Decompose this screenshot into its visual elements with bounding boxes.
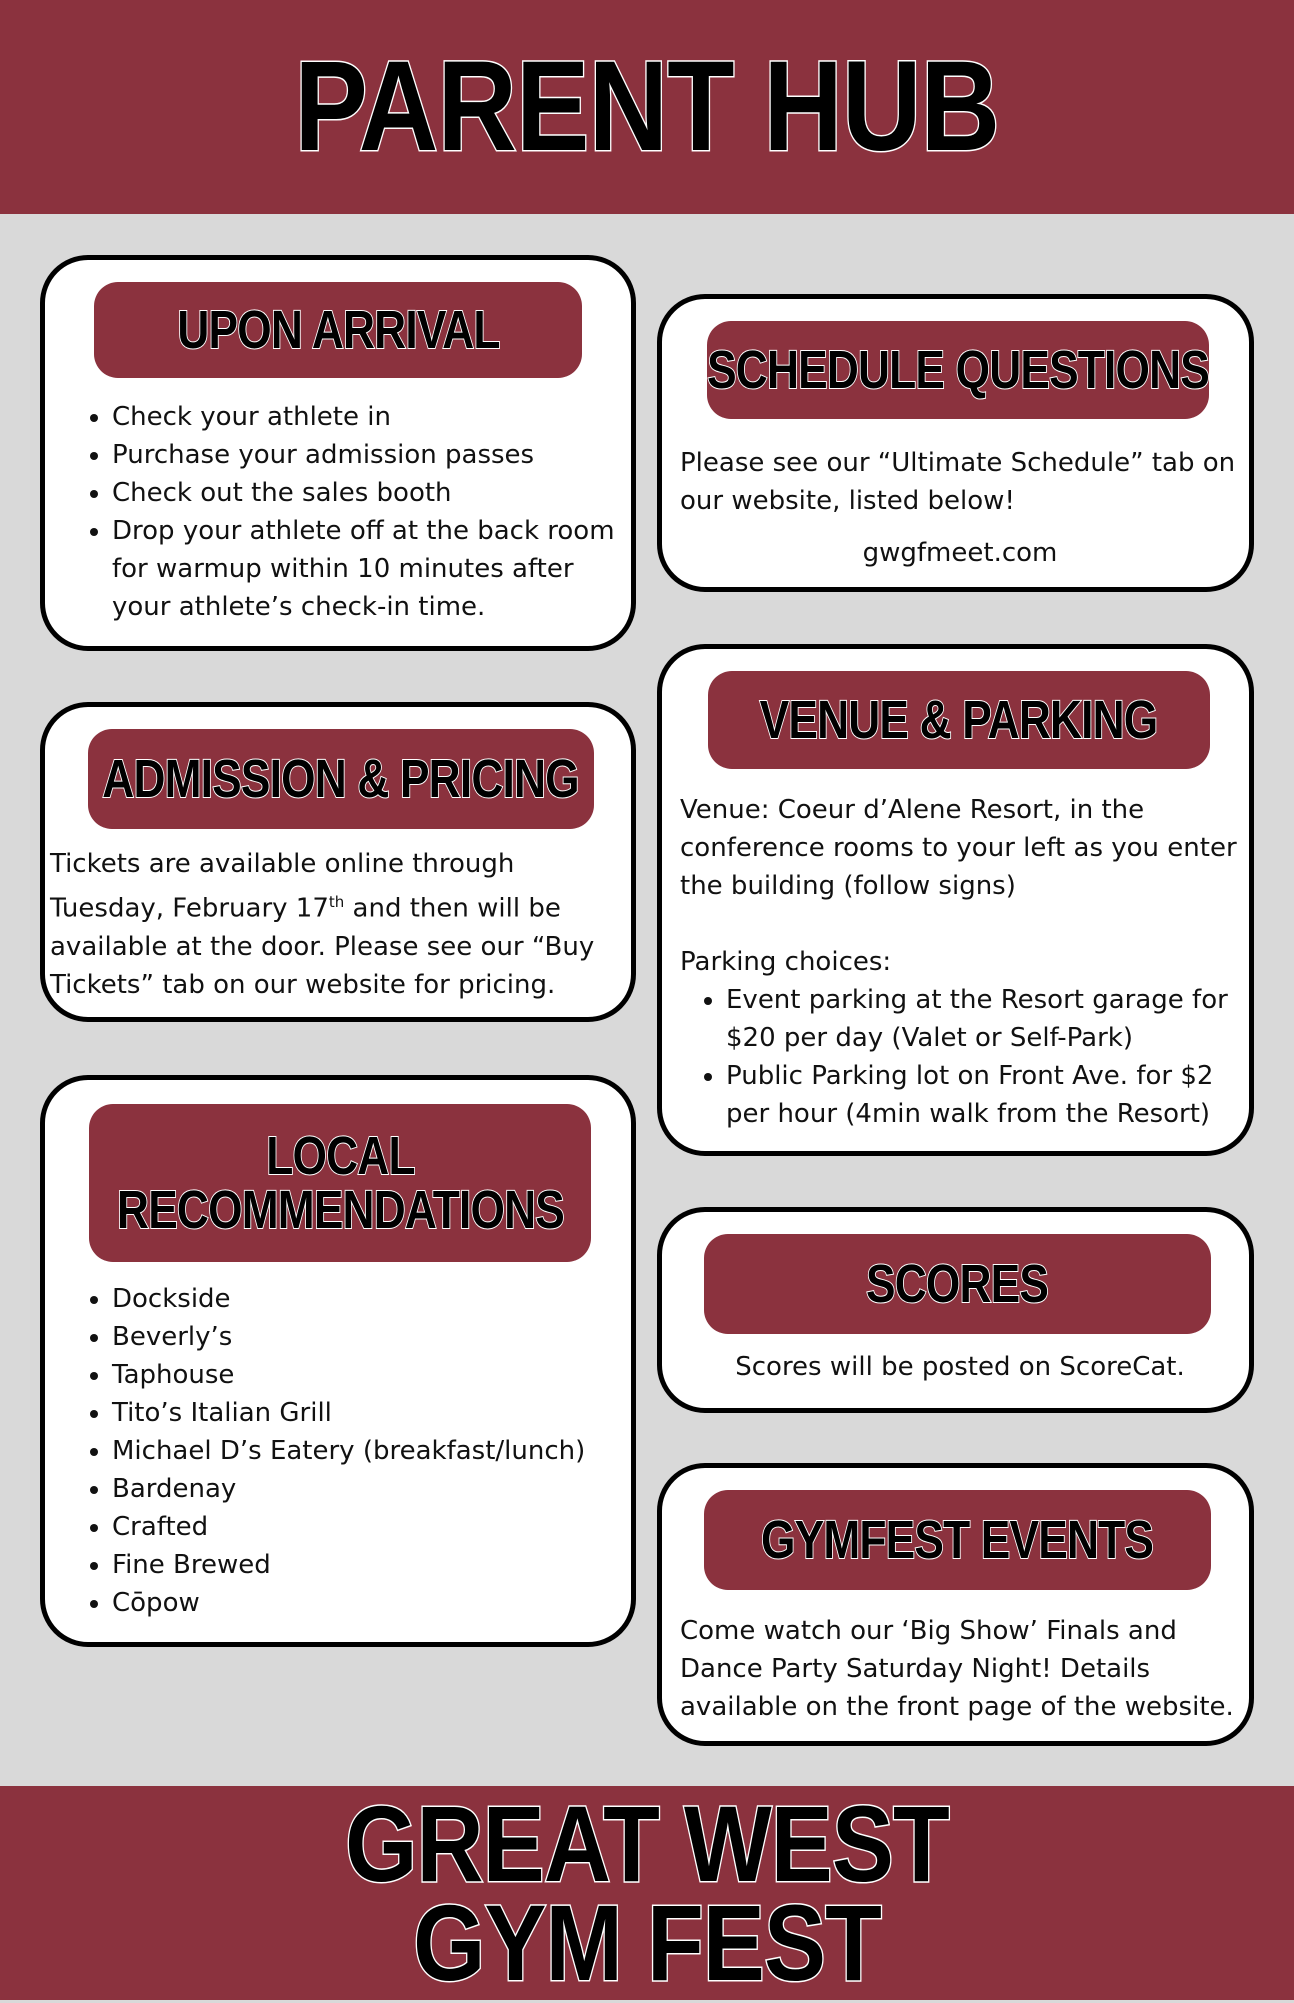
gymfest-body: [680, 1612, 1250, 1726]
page-title: PARENT HUB: [294, 35, 1000, 178]
local-header: [89, 1104, 591, 1262]
local-title-line2: RECOMMENDATIONS: [116, 1180, 564, 1240]
gymfest-text: Come watch our ‘Big Show’ Finals and Dance Party Saturday Night! Details available on the front page of the website.: [680, 1616, 1234, 1722]
admission-card: [40, 702, 636, 1022]
list-item: • Taphouse: [112, 1356, 618, 1394]
event-name-line2: GYM FEST: [413, 1882, 881, 2003]
list-item: • Check your athlete in: [112, 398, 618, 436]
schedule-text: Please see our “Ultimate Schedule” tab on our website, listed below!: [680, 448, 1236, 516]
list-item: • Tito’s Italian Grill: [112, 1394, 618, 1432]
parking-list: [680, 981, 1240, 1133]
list-item: • Cōpow: [112, 1584, 618, 1622]
admission-title: ADMISSION & PRICING: [102, 749, 580, 809]
footer-banner: [0, 1782, 1294, 2003]
website-link[interactable]: gwgfmeet.com: [862, 538, 1058, 568]
scores-card: [657, 1207, 1254, 1413]
schedule-card: [657, 294, 1254, 592]
local-body: [78, 1280, 618, 1622]
schedule-body: [680, 444, 1240, 572]
schedule-header: [707, 321, 1209, 419]
venue-title: VENUE & PARKING: [760, 690, 1158, 750]
upon-arrival-card: [40, 255, 636, 651]
list-item: • Bardenay: [112, 1470, 618, 1508]
parking-label: Parking choices:: [680, 947, 892, 977]
schedule-title: SCHEDULE QUESTIONS: [707, 340, 1209, 400]
gymfest-header: [704, 1490, 1211, 1590]
list-item: • Fine Brewed: [112, 1546, 618, 1584]
list-item: • Check out the sales booth: [112, 474, 618, 512]
event-name-line1: GREAT WEST: [345, 1782, 949, 1904]
local-card: [40, 1075, 636, 1647]
upon-arrival-title: UPON ARRIVAL: [176, 300, 500, 360]
upon-arrival-header: [94, 282, 582, 378]
local-title-line1: LOCAL: [265, 1126, 415, 1186]
admission-text: Tickets are available online through Tuesday, February 17th and then will be available at the door. Please see our “Buy Tickets” tab on our website for pricing.: [50, 849, 595, 1000]
scores-title: SCORES: [866, 1254, 1049, 1314]
local-list: [78, 1280, 618, 1622]
admission-header: [88, 729, 594, 829]
list-item: • Dockside: [112, 1280, 618, 1318]
venue-header: [708, 671, 1210, 769]
gymfest-card: [657, 1463, 1254, 1746]
scores-text: Scores will be posted on ScoreCat.: [735, 1352, 1185, 1382]
list-item: • Drop your athlete off at the back room for warmup within 10 minutes after your athlete’s check-in time.: [112, 512, 618, 626]
list-item: • Purchase your admission passes: [112, 436, 618, 474]
venue-body: [680, 791, 1240, 1133]
upon-arrival-list: [78, 398, 618, 626]
scores-body: [680, 1348, 1240, 1386]
admission-body: [50, 845, 630, 1004]
gymfest-title: GYMFEST EVENTS: [761, 1510, 1154, 1570]
venue-card: [657, 644, 1254, 1156]
list-item: • Crafted: [112, 1508, 618, 1546]
scores-header: [704, 1234, 1211, 1334]
list-item: • Event parking at the Resort garage for $20 per day (Valet or Self-Park): [726, 981, 1240, 1057]
upon-arrival-body: [78, 398, 618, 626]
venue-text: Venue: Coeur d’Alene Resort, in the conference rooms to your left as you enter the building (follow signs): [680, 795, 1237, 901]
list-item: • Public Parking lot on Front Ave. for $2 per hour (4min walk from the Resort): [726, 1057, 1240, 1133]
list-item: • Michael D’s Eatery (breakfast/lunch): [112, 1432, 618, 1470]
header-banner: [0, 0, 1294, 214]
list-item: • Beverly’s: [112, 1318, 618, 1356]
